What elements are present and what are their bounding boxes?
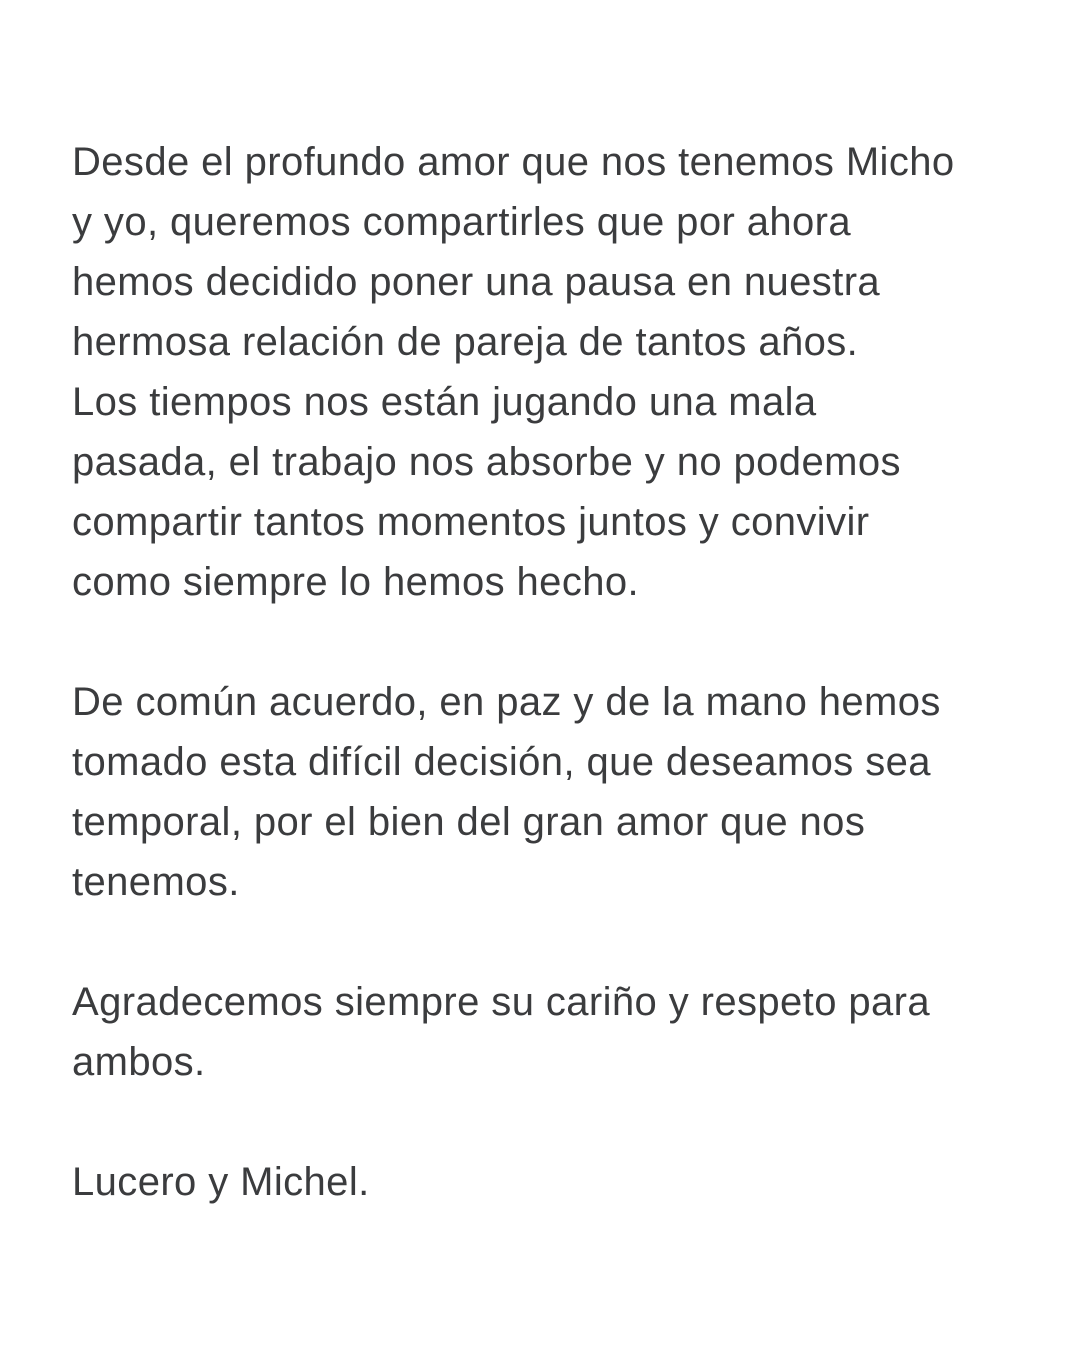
statement-line: compartir tantos momentos juntos y convivir: [72, 500, 870, 544]
statement-line: Desde el profundo amor que nos tenemos Micho: [72, 140, 955, 184]
statement-line: y yo, queremos compartirles que por ahora: [72, 200, 851, 244]
statement-paragraph-thanks: [72, 972, 1010, 1092]
statement-line: temporal, por el bien del gran amor que nos: [72, 800, 866, 844]
statement-paragraph-intro: [72, 132, 1010, 612]
statement-line: hemos decidido poner una pausa en nuestra: [72, 260, 881, 304]
statement-line: hermosa relación de pareja de tantos años.: [72, 320, 859, 364]
statement-text: [72, 132, 1010, 1212]
statement-line: tenemos.: [72, 860, 240, 904]
statement-line: como siempre lo hemos hecho.: [72, 560, 640, 604]
statement-signature: [72, 1152, 1010, 1212]
statement-line: De común acuerdo, en paz y de la mano hemos: [72, 680, 941, 724]
statement-line: ambos.: [72, 1040, 206, 1084]
statement-line: Los tiempos nos están jugando una mala: [72, 380, 817, 424]
statement-line: Agradecemos siempre su cariño y respeto para: [72, 980, 931, 1024]
statement-line: pasada, el trabajo nos absorbe y no podemos: [72, 440, 901, 484]
statement-signature-line: Lucero y Michel.: [72, 1160, 370, 1204]
statement-paragraph-decision: [72, 672, 1010, 912]
statement-line: tomado esta difícil decisión, que deseamos sea: [72, 740, 931, 784]
